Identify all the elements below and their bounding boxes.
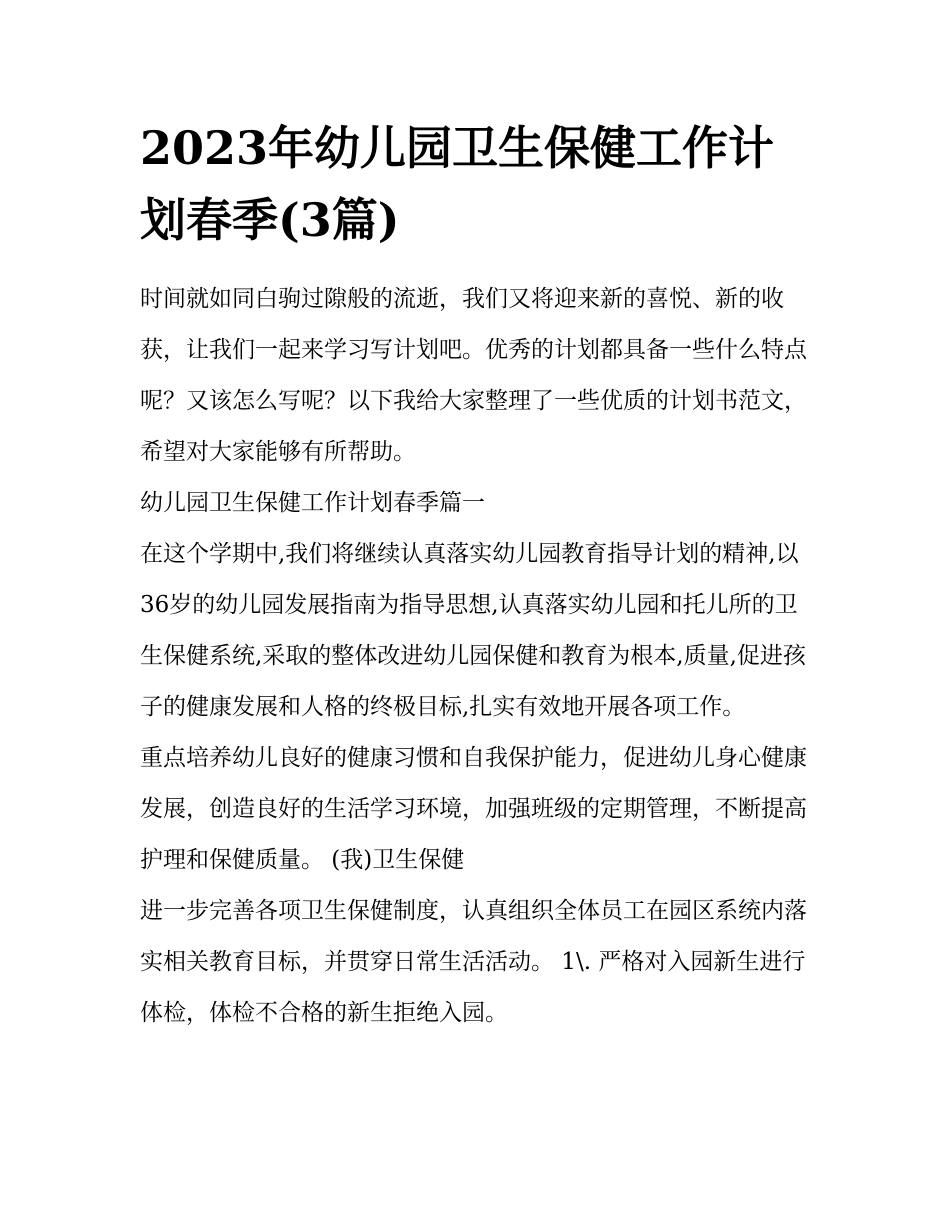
paragraph: 重点培养幼儿良好的健康习惯和自我保护能力，促进幼儿身心健康发展，创造良好的生活学习环境，加强班级的定期管理，不断提高护理和保健质量。 (我)卫生保健 (140, 745, 807, 873)
section-heading: 幼儿园卫生保健工作计划春季篇一 (140, 490, 485, 516)
paragraph: 在这个学期中,我们将继续认真落实幼儿园教育指导计划的精神,以36岁的幼儿园发展指南为指导思想,认真落实幼儿园和托儿所的卫生保健系统,采取的整体改进幼儿园保健和教育为根本,质量,促进孩子的健康发展和人格的终极目标,扎实有效地开展各项工作。 (140, 541, 806, 720)
document-title: 2023年幼儿园卫生保健工作计划春季(3篇) (140, 121, 775, 247)
paragraph-intro: 时间就如同白驹过隙般的流逝，我们又将迎来新的喜悦、新的收获，让我们一起来学习写计划吧。优秀的计划都具备一些什么特点呢？又该怎么写呢？以下我给大家整理了一些优质的计划书范文，希望对大家能够有所帮助。 (140, 286, 807, 465)
document-body (140, 274, 820, 1039)
paragraph: 进一步完善各项卫生保健制度，认真组织全体员工在园区系统内落实相关教育目标，并贯穿日常生活活动。 1\. 严格对入园新生进行体检，体检不合格的新生拒绝入园。 (140, 898, 807, 1026)
